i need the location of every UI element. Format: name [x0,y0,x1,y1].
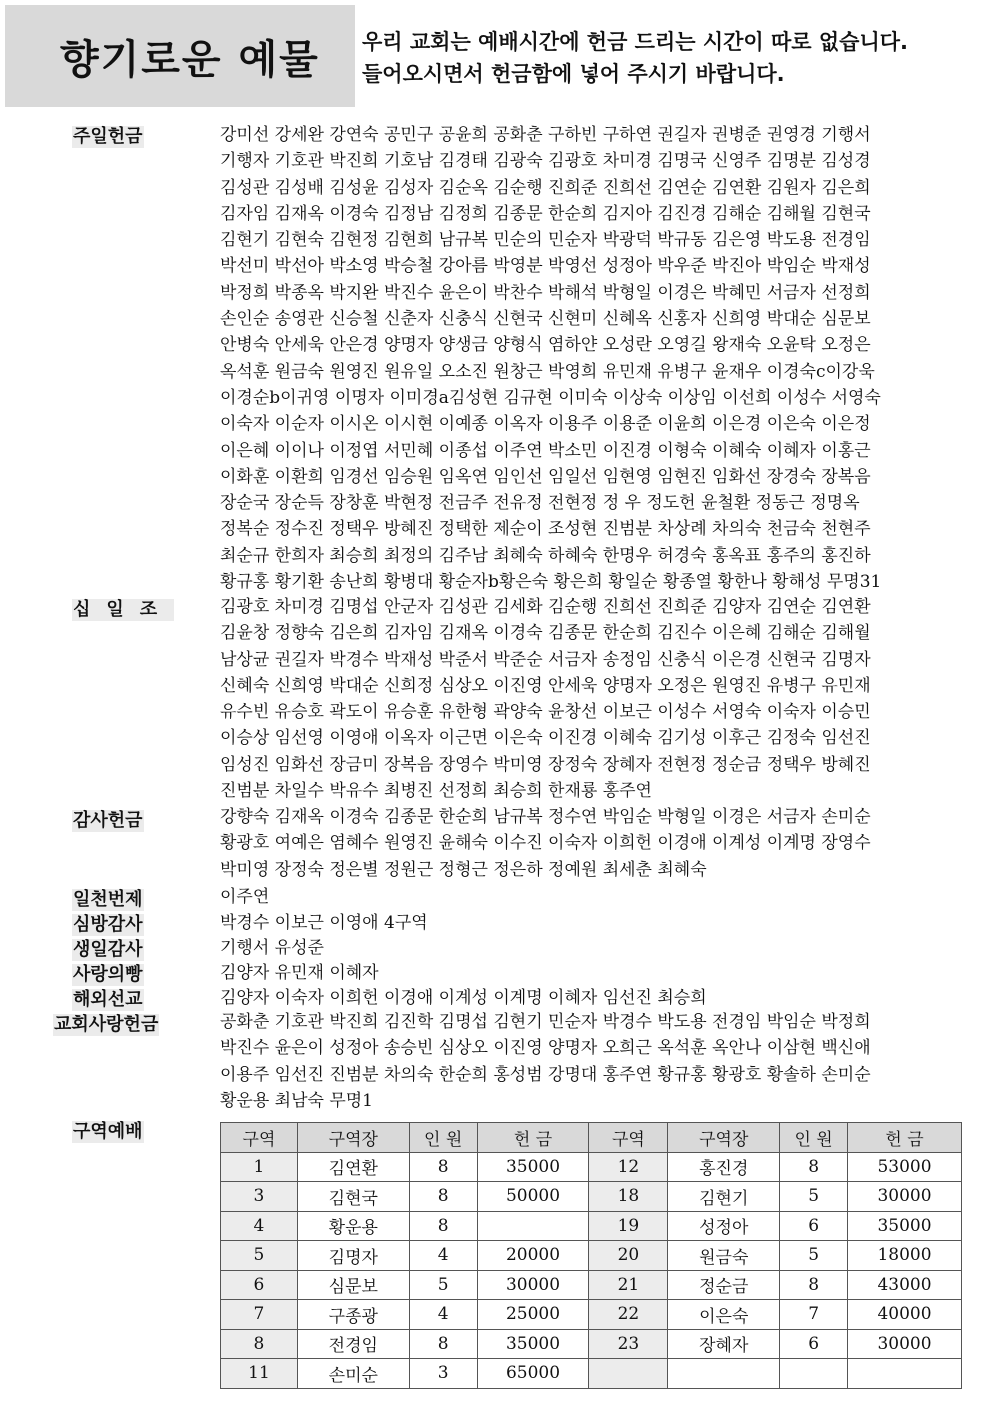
notice-line: 들어오시면서 헌금함에 넣어 주시기 바랍니다. [362,62,785,86]
table-cell: 4 [409,1241,477,1271]
table-cell: 8 [409,1182,477,1212]
table-cell: 손미순 [297,1359,409,1389]
table-cell: 18000 [848,1241,962,1271]
name-line: 신혜숙 신희영 박대순 신희정 심상오 이진영 안세욱 양명자 오정은 원영진 유병구 유민재 [220,675,871,696]
table-cell: 53000 [848,1152,962,1182]
table-cell: 65000 [477,1359,589,1389]
name-line: 김양자 이숙자 이희헌 이경애 이계성 이계명 이혜자 임선진 최승희 [220,988,707,1008]
column-header: 헌 금 [848,1123,962,1153]
table-cell [477,1211,589,1241]
table-cell: 5 [221,1241,298,1271]
section-label-mission: 해외선교 [73,989,143,1010]
table-cell: 4 [409,1300,477,1330]
name-line: 최순규 한희자 최승희 최정의 김주남 최혜숙 하혜숙 한명우 허경숙 홍옥표 홍주의 홍진하 [220,545,871,566]
table-cell: 12 [589,1152,668,1182]
name-line: 기행자 기호관 박진희 기호남 김경태 김광숙 김광호 차미경 김명국 신영주 김명분 김성경 [220,151,871,172]
name-line: 이주연 [220,887,270,907]
table-row [221,1152,962,1182]
name-line: 박정희 박종옥 박지완 박진수 윤은이 박찬수 박해석 박형일 이경은 박혜민 서금자 선정희 [220,282,871,303]
table-cell: 30000 [848,1182,962,1212]
column-header: 인 원 [780,1123,848,1153]
name-line: 박미영 장정숙 정은별 정원근 정형근 정은하 정예원 최세춘 최혜숙 [220,859,707,880]
table-cell: 6 [780,1211,848,1241]
section-body-visit [220,910,965,936]
table-cell: 35000 [477,1329,589,1359]
table-cell: 5 [780,1182,848,1212]
table-cell: 전경임 [297,1329,409,1359]
table-cell: 8 [409,1211,477,1241]
table-cell: 8 [780,1270,848,1300]
section-body-tithe [220,594,965,804]
district-table [220,1122,962,1389]
table-cell: 8 [409,1152,477,1182]
name-line: 황규홍 황기환 송난희 황병대 황순자b황은숙 황은희 황일순 황종열 황한나 황해성 무명31 [220,572,882,593]
name-line: 김윤창 정향숙 김은희 김자임 김재옥 이경숙 김종문 한순희 김진수 이은혜 김해순 김해월 [220,623,871,644]
name-line: 유수빈 유승호 곽도이 유승훈 유한형 곽양숙 윤창선 이보근 이성수 서영숙 이숙자 이승민 [220,702,871,723]
name-line: 장순국 장순득 장창훈 박현정 전금주 전유정 전현정 정 우 정도헌 윤철환 정동근 정명옥 [220,493,860,514]
name-line: 이경순b이귀영 이명자 이미경a김성현 김규현 이미숙 이상숙 이상임 이선희 이성수 서영숙 [220,387,881,408]
column-header: 인 원 [409,1123,477,1153]
name-line: 김광호 차미경 김명섭 안군자 김성관 김세화 김순행 진희선 진희준 김양자 김연순 김연환 [220,597,871,617]
table-cell: 구종광 [297,1300,409,1330]
name-line: 김자임 김재옥 이경숙 김정남 김정희 김종문 한순희 김지아 김진경 김해순 김해월 김현국 [220,203,871,224]
section-label-district: 구역예배 [73,1121,143,1142]
name-line: 박진수 윤은이 성정아 송승빈 심상오 이진영 양명자 오희근 옥석훈 옥안나 이삼현 백신애 [220,1038,871,1059]
table-cell: 18 [589,1182,668,1212]
table-cell: 정순금 [668,1270,780,1300]
name-line: 정복순 정수진 정택우 방혜진 정택한 제순이 조성현 진범분 차상례 차의숙 천금숙 천현주 [220,519,871,540]
table-cell: 4 [221,1211,298,1241]
section-body-church-love [220,1009,965,1114]
table-cell: 홍진경 [668,1152,780,1182]
table-cell: 6 [221,1270,298,1300]
table-cell: 21 [589,1270,668,1300]
name-line: 황광호 여예은 염혜수 원영진 윤해숙 이수진 이숙자 이희헌 이경애 이계성 이계명 장영수 [220,833,871,854]
table-cell: 30000 [848,1329,962,1359]
table-cell: 43000 [848,1270,962,1300]
table-cell: 8 [409,1329,477,1359]
table-cell: 7 [780,1300,848,1330]
name-line: 임성진 임화선 장금미 장복음 장영수 박미영 장정숙 장혜자 전현정 정순금 정택우 방혜진 [220,754,871,775]
table-cell [589,1359,668,1389]
table-cell: 김현국 [297,1182,409,1212]
section-label-tithe: 십일조 [73,599,174,620]
name-line: 남상균 권길자 박경수 박재성 박준서 박준순 서금자 송정임 신충식 이은경 신현국 김명자 [220,649,871,670]
table-cell: 23 [589,1329,668,1359]
column-header: 구역장 [297,1123,409,1153]
table-cell: 김현기 [668,1182,780,1212]
name-line: 김성관 김성배 김성윤 김성자 김순옥 김순행 진희준 진희선 김연순 김연환 김원자 김은희 [220,177,871,198]
table-cell: 7 [221,1300,298,1330]
table-row [221,1270,962,1300]
table-cell: 8 [780,1152,848,1182]
table-cell: 3 [221,1182,298,1212]
table-cell: 3 [409,1359,477,1389]
section-body-mission [220,985,965,1011]
table-cell: 20000 [477,1241,589,1271]
table-cell: 김연환 [297,1152,409,1182]
section-label-sunday: 주일헌금 [73,126,143,147]
table-cell: 40000 [848,1300,962,1330]
section-body-birthday [220,935,965,961]
table-cell: 김명자 [297,1241,409,1271]
table-cell: 30000 [477,1270,589,1300]
offering-notice [362,26,982,90]
section-body-ilcheon [220,884,965,910]
name-line: 손인순 송영관 신승철 신춘자 신충식 신현국 신현미 신혜옥 신홍자 신희영 박대순 심문보 [220,309,871,330]
table-cell: 22 [589,1300,668,1330]
name-line: 박경수 이보근 이영애 4구역 [220,913,428,933]
table-cell: 이은숙 [668,1300,780,1330]
name-line: 황운용 최남숙 무명1 [220,1090,373,1111]
table-cell: 35000 [848,1211,962,1241]
section-label-church-love: 교회사랑헌금 [54,1014,159,1035]
name-line: 강미선 강세완 강연숙 공민구 공윤희 공화춘 구하빈 구하연 권길자 권병준 권영경 기행서 [220,125,871,145]
table-cell: 35000 [477,1152,589,1182]
section-label-bread: 사랑의빵 [73,964,143,985]
table-cell: 5 [409,1270,477,1300]
name-line: 박선미 박선아 박소영 박승철 강아름 박영분 박영선 성정아 박우준 박진아 박임순 박재성 [220,256,871,277]
table-cell [780,1359,848,1389]
table-cell [848,1359,962,1389]
column-header: 구역 [221,1123,298,1153]
table-header-row [221,1123,962,1153]
page-title: 향기로운 예물 [60,37,320,83]
name-line: 김현기 김현숙 김현정 김현희 남규복 민순의 민순자 박광덕 박규동 김은영 박도용 전경임 [220,230,871,251]
name-line: 이용주 임선진 진범분 차의숙 한순희 홍성범 강명대 홍주연 황규홍 황광호 황솔하 손미순 [220,1064,871,1085]
section-label-ilcheon: 일천번제 [73,889,143,910]
name-line: 강향숙 김재옥 이경숙 김종문 한순희 남규복 정수연 박임순 박형일 이경은 서금자 손미순 [220,807,871,827]
section-body-thanks [220,804,965,883]
table-row [221,1241,962,1271]
name-line: 이은혜 이이나 이정엽 서민혜 이종섭 이주연 박소민 이진경 이형숙 이혜숙 이혜자 이홍근 [220,440,871,461]
column-header: 구역 [589,1123,668,1153]
table-cell: 성정아 [668,1211,780,1241]
section-body-sunday [220,122,965,595]
name-line: 기행서 유성준 [220,938,324,958]
table-cell: 19 [589,1211,668,1241]
table-cell: 5 [780,1241,848,1271]
name-line: 이숙자 이순자 이시온 이시현 이예종 이옥자 이용주 이용준 이윤희 이은경 이은숙 이은정 [220,414,871,435]
table-cell: 심문보 [297,1270,409,1300]
table-cell: 1 [221,1152,298,1182]
table-cell: 50000 [477,1182,589,1212]
section-label-thanks: 감사헌금 [73,810,143,831]
section-body-bread [220,960,965,986]
section-label-visit: 심방감사 [73,914,143,935]
column-header: 구역장 [668,1123,780,1153]
table-row [221,1329,962,1359]
table-cell: 11 [221,1359,298,1389]
section-label-birthday: 생일감사 [73,939,143,960]
name-line: 이승상 임선영 이영애 이옥자 이근면 이은숙 이진경 이혜숙 김기성 이후근 김정숙 임선진 [220,728,871,749]
name-line: 안병숙 안세욱 안은경 양명자 양생금 양형식 염하얀 오성란 오영길 왕재숙 오윤탁 오정은 [220,335,871,356]
table-cell: 25000 [477,1300,589,1330]
name-line: 옥석훈 원금숙 원영진 원유일 오소진 원창근 박영희 유민재 유병구 윤재우 이경숙c이강욱 [220,361,875,382]
table-row [221,1300,962,1330]
name-line: 진범분 차일수 박유수 최병진 선정희 최승희 한재룡 홍주연 [220,781,652,802]
table-cell [668,1359,780,1389]
table-cell: 6 [780,1329,848,1359]
table-row [221,1359,962,1389]
name-line: 김양자 유민재 이혜자 [220,963,379,983]
name-line: 공화춘 기호관 박진희 김진학 김명섭 김현기 민순자 박경수 박도용 전경임 박임순 박정희 [220,1012,871,1032]
column-header: 헌 금 [477,1123,589,1153]
name-line: 이화훈 이환희 임경선 임승원 임옥연 임인선 임일선 임현영 임현진 임화선 장경숙 장복음 [220,466,871,487]
table-cell: 원금숙 [668,1241,780,1271]
notice-line: 우리 교회는 예배시간에 헌금 드리는 시간이 따로 없습니다. [362,30,909,54]
table-cell: 8 [221,1329,298,1359]
table-cell: 황운용 [297,1211,409,1241]
table-row [221,1211,962,1241]
table-cell: 장혜자 [668,1329,780,1359]
table-row [221,1182,962,1212]
table-cell: 20 [589,1241,668,1271]
